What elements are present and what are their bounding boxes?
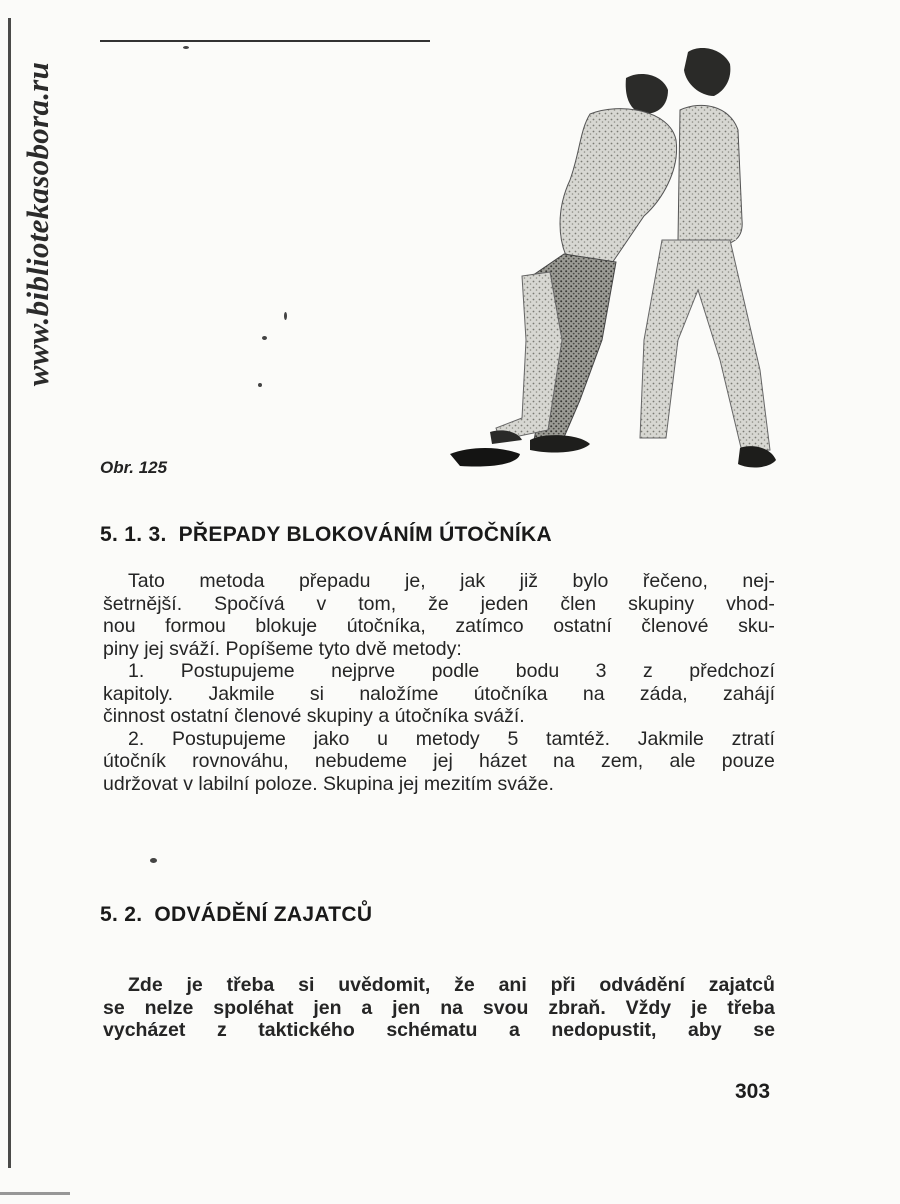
word: a [508, 1019, 520, 1041]
word: je [186, 974, 203, 996]
word: že [428, 592, 449, 615]
word: zahájí [722, 682, 775, 705]
word: nebudeme [314, 750, 408, 772]
word: u [377, 727, 388, 750]
word: metoda [199, 570, 265, 592]
word: na [553, 750, 575, 772]
word: jak [460, 570, 486, 592]
word: předchozí [689, 660, 775, 682]
word: taktického [258, 1019, 355, 1041]
word: Spočívá [214, 592, 285, 615]
word: Postupujeme [180, 660, 295, 682]
word: Jakmile [637, 727, 704, 750]
word: jen [392, 996, 421, 1019]
section-number: 5. 1. 3. [100, 523, 167, 546]
text-line: činnost ostatní členové skupiny a útočníka sváží. [103, 705, 525, 727]
word: naložíme [359, 682, 439, 705]
word: jej [433, 750, 453, 772]
word: je [691, 996, 708, 1019]
paragraph-escorting [103, 974, 775, 1042]
word: bylo [572, 570, 609, 592]
figure-caption: Obr. 125 [100, 458, 168, 477]
word: podle [431, 660, 480, 682]
section-heading-5-2 [100, 903, 372, 927]
word: zatímco [455, 615, 524, 637]
word: nej- [742, 570, 775, 592]
word: jako [313, 727, 350, 750]
word: záda, [639, 682, 688, 705]
watermark-text: www.bibliotekasobora.ru [20, 61, 55, 387]
word: útočníka [473, 682, 548, 705]
word: odvádění [599, 974, 685, 996]
text-line: udržovat v labilní poloze. Skupina jej mezitím sváže. [103, 772, 554, 795]
word: sku- [738, 615, 775, 637]
word: formou [165, 615, 226, 637]
word: na [582, 682, 605, 705]
word: ale [669, 750, 696, 772]
word: se [753, 1019, 775, 1041]
text-line [103, 683, 775, 706]
page-corner-mark [0, 1192, 70, 1195]
word: nejprve [331, 660, 396, 682]
scan-speck [150, 858, 157, 863]
word: si [298, 974, 315, 996]
word: nou [103, 615, 136, 637]
word: rovnováhu, [192, 750, 289, 772]
word: tom, [358, 592, 397, 615]
figure-125-illustration [430, 40, 790, 480]
word: bodu [515, 660, 560, 682]
scan-speck [262, 336, 267, 340]
word: 5 [507, 727, 519, 750]
text-line [103, 660, 775, 683]
word: útočník [103, 750, 166, 772]
text-line [103, 974, 775, 997]
word: svou [482, 996, 529, 1019]
word: nedopustit, [551, 1019, 657, 1041]
standing-figure [640, 48, 776, 467]
word: na [440, 996, 464, 1019]
word: ani [498, 974, 527, 996]
word: řečeno, [642, 570, 708, 592]
word: kapitoly. [103, 682, 174, 705]
word: v [316, 592, 327, 615]
word: že [454, 974, 475, 996]
word: a [361, 996, 373, 1019]
word: házet [479, 750, 527, 772]
word: 2. [128, 727, 145, 750]
word: zajatců [708, 974, 775, 996]
word: spoléhat [213, 996, 294, 1019]
word: útočníka, [346, 615, 426, 637]
word: tamtéž. [546, 727, 610, 750]
text-line [103, 1019, 775, 1042]
word: již [519, 570, 539, 592]
word: metody [415, 727, 480, 750]
word: vycházet [103, 1019, 186, 1041]
word: pouze [721, 750, 775, 772]
top-rule [100, 40, 430, 42]
scan-speck [284, 312, 287, 320]
word: blokuje [255, 615, 318, 637]
word: Zde [128, 974, 163, 996]
word: uvědomit, [338, 974, 431, 996]
text-line [103, 728, 775, 751]
word: z [643, 660, 653, 682]
section-heading-5-1-3 [100, 523, 552, 547]
page-number: 303 [735, 1080, 771, 1103]
word: zem, [600, 750, 644, 772]
word: při [550, 974, 576, 996]
word: členové [641, 615, 709, 637]
word: zbraň. [548, 996, 606, 1019]
word: šetrnější. [103, 592, 183, 615]
word: schématu [386, 1019, 478, 1041]
watermark [4, 18, 72, 430]
word: ztratí [731, 727, 775, 750]
text-line [103, 997, 775, 1020]
word: přepadu [298, 570, 371, 592]
section-title: PŘEPADY BLOKOVÁNÍM ÚTOČNÍKA [178, 523, 552, 546]
word: je, [405, 570, 426, 592]
text-line: piny jej sváží. Popíšeme tyto dvě metody: [103, 637, 462, 660]
word: Postupujeme [172, 727, 286, 750]
word: třeba [226, 974, 275, 996]
word: jen [313, 996, 342, 1019]
section-title: ODVÁDĚNÍ ZAJATCŮ [154, 903, 373, 926]
scan-speck [258, 383, 262, 387]
word: člen [560, 592, 597, 615]
word: třeba [727, 996, 775, 1019]
word: 1. [128, 660, 145, 682]
text-line [103, 593, 775, 616]
word: ostatní [553, 615, 612, 637]
word: Vždy [625, 996, 672, 1019]
word: Tato [128, 570, 165, 592]
word: jeden [480, 592, 529, 615]
section-number: 5. 2. [100, 903, 143, 926]
word: Jakmile [208, 682, 275, 705]
text-line [103, 750, 775, 773]
paragraph-blocking [103, 570, 775, 795]
word: vhod- [726, 592, 775, 615]
text-line [103, 615, 775, 638]
word: 3 [595, 660, 607, 682]
word: nelze [144, 996, 194, 1019]
scan-speck [183, 46, 189, 49]
word: si [309, 682, 324, 705]
word: aby [688, 1019, 722, 1041]
word: se [103, 996, 125, 1019]
text-line [103, 570, 775, 593]
word: skupiny [628, 592, 695, 615]
word: z [216, 1019, 227, 1041]
